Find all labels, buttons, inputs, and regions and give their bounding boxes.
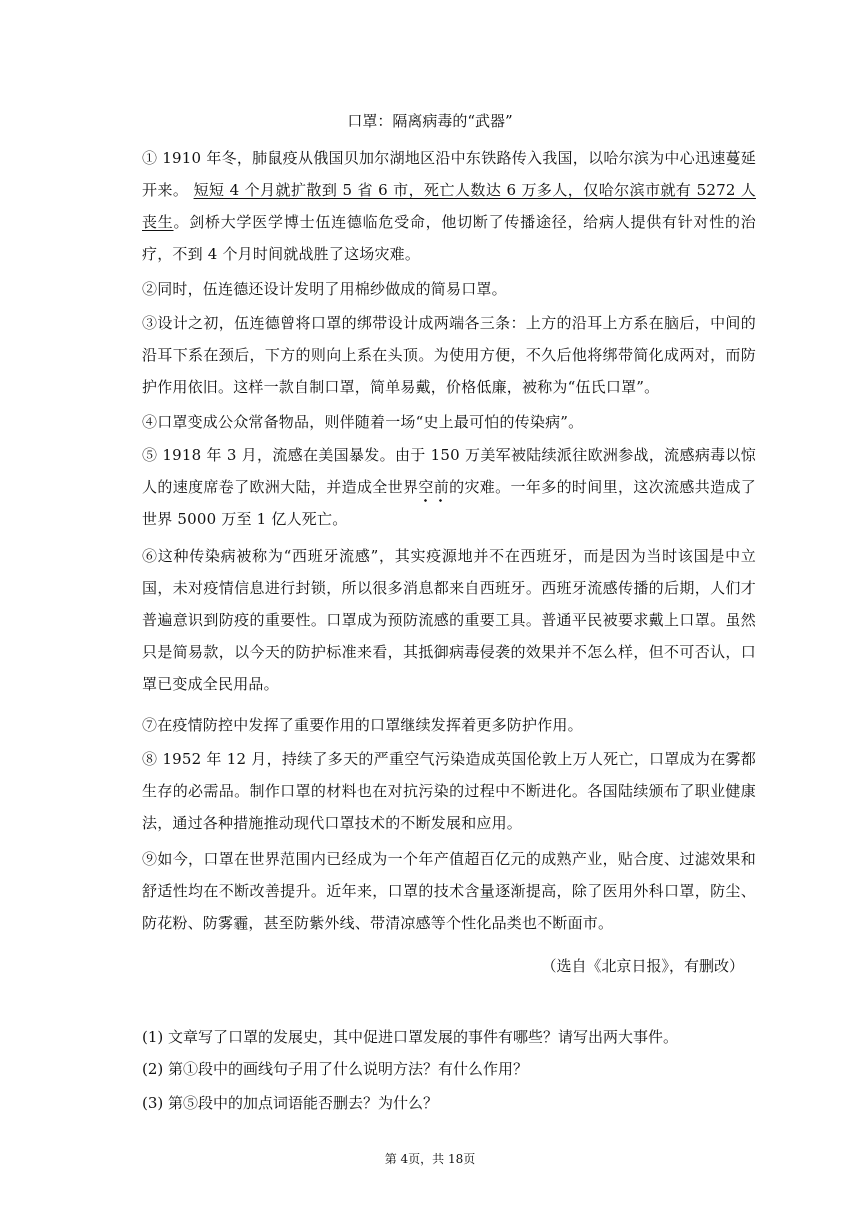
paragraph-1-end: 。剑桥大学医学博士伍连德临危受命，他切断了传播途径，给病人提供有针对性的治疗，不到 4 个月时间就战胜了这场灾难。 <box>142 213 756 263</box>
paragraph-2: ②同时，伍连德还设计发明了用棉纱做成的简易口罩。 <box>142 280 507 298</box>
paragraph-9: ⑨如今，口罩在世界范围内已经成为一个年产值超百亿元的成熟产业，贴合度、过滤效果和舒适性均在不断改善提升。近年来，口罩的技术含量逐渐提高，除了医用外科口罩，防尘、防花粉、防雾霾，甚至防紫外线、带清凉感等个性化品类也不断面市。 <box>142 850 756 932</box>
paragraph-6: ⑥这种传染病被称为“西班牙流感”，其实疫源地并不在西班牙，而是因为当时该国是中立国，未对疫情信息进行封锁，所以很多消息都来自西班牙。西班牙流感传播的后期，人们才普遍意识到防疫的重要性。口罩成为预防流感的重要工具。普通平民被要求戴上口罩。虽然只是简易款，以今天的防护标准来看，其抵御病毒侵袭的效果并不怎么样，但不可否认，口罩已变成全民用品。 <box>142 547 756 693</box>
paragraph-4: ④口罩变成公众常备物品，则伴随着一场“史上最可怕的传染病”。 <box>142 413 584 431</box>
paragraph-3: ③设计之初，伍连德曾将口罩的绑带设计成两端各三条：上方的沿耳上方系在脑后，中间的沿耳下系在颈后，下方的则向上系在头顶。为使用方便，不久后他将绑带简化成两对，而防护作用依旧。这样一款自制口罩，简单易戴，价格低廉，被称为“伍氏口罩”。 <box>142 314 756 396</box>
question-3: (3) 第⑤段中的加点词语能否删去？为什么？ <box>142 1094 439 1112</box>
page-footer: 第 4页，共 18页 <box>384 1152 476 1166</box>
question-1: (1) 文章写了口罩的发展史，其中促进口罩发展的事件有哪些？请写出两大事件。 <box>142 1028 679 1046</box>
article-title: 口罩：隔离病毒的“武器” <box>347 112 513 130</box>
paragraph-1 <box>142 142 756 270</box>
paragraph-8: ⑧ 1952 年 12 月，持续了多天的严重空气污染造成英国伦敦上万人死亡，口罩成为在雾都生存的必需品。制作口罩的材料也在对抗污染的过程中不断进化。各国陆续颁布了职业健康法，通过各种措施推动现代口罩技术的不断发展和应用。 <box>142 750 756 832</box>
paragraph-5 <box>142 439 756 535</box>
paragraph-5-start: ⑤ 1918 年 3 月，流感在美国暴发。由于 150 万美军被陆续派往欧洲参战，流感病毒以 <box>142 446 741 464</box>
paragraph-7: ⑦在疫情防控中发挥了重要作用的口罩继续发挥着更多防护作用。 <box>142 716 583 734</box>
paragraph-5-mid: 的速度席卷了欧洲大陆，并造成全世界 <box>157 478 419 496</box>
paragraph-5-end: 的灾难。一年多的时间里，这次流感共造成了世界 5000 万至 1 亿人死亡。 <box>142 478 757 528</box>
dotted-word-kongqian: 空前 <box>418 478 450 496</box>
paragraph-1-start: ① 1910 年冬，肺鼠疫从俄国贝加尔湖地区沿中东铁路传入我国，以哈尔滨为中心迅速蔓延开来。 <box>142 149 756 199</box>
underlined-sentence: 短短 4 个月就扩散到 5 省 6 市，死亡人数达 6 万多人，仅哈尔滨市就有 5272 人丧生 <box>142 181 756 231</box>
dotted-word-jingren: 惊人 <box>142 446 756 496</box>
question-2: (2) 第①段中的画线句子用了什么说明方法？有什么作用？ <box>142 1060 529 1078</box>
source-note: （选自《北京日报》，有删改） <box>541 957 744 975</box>
